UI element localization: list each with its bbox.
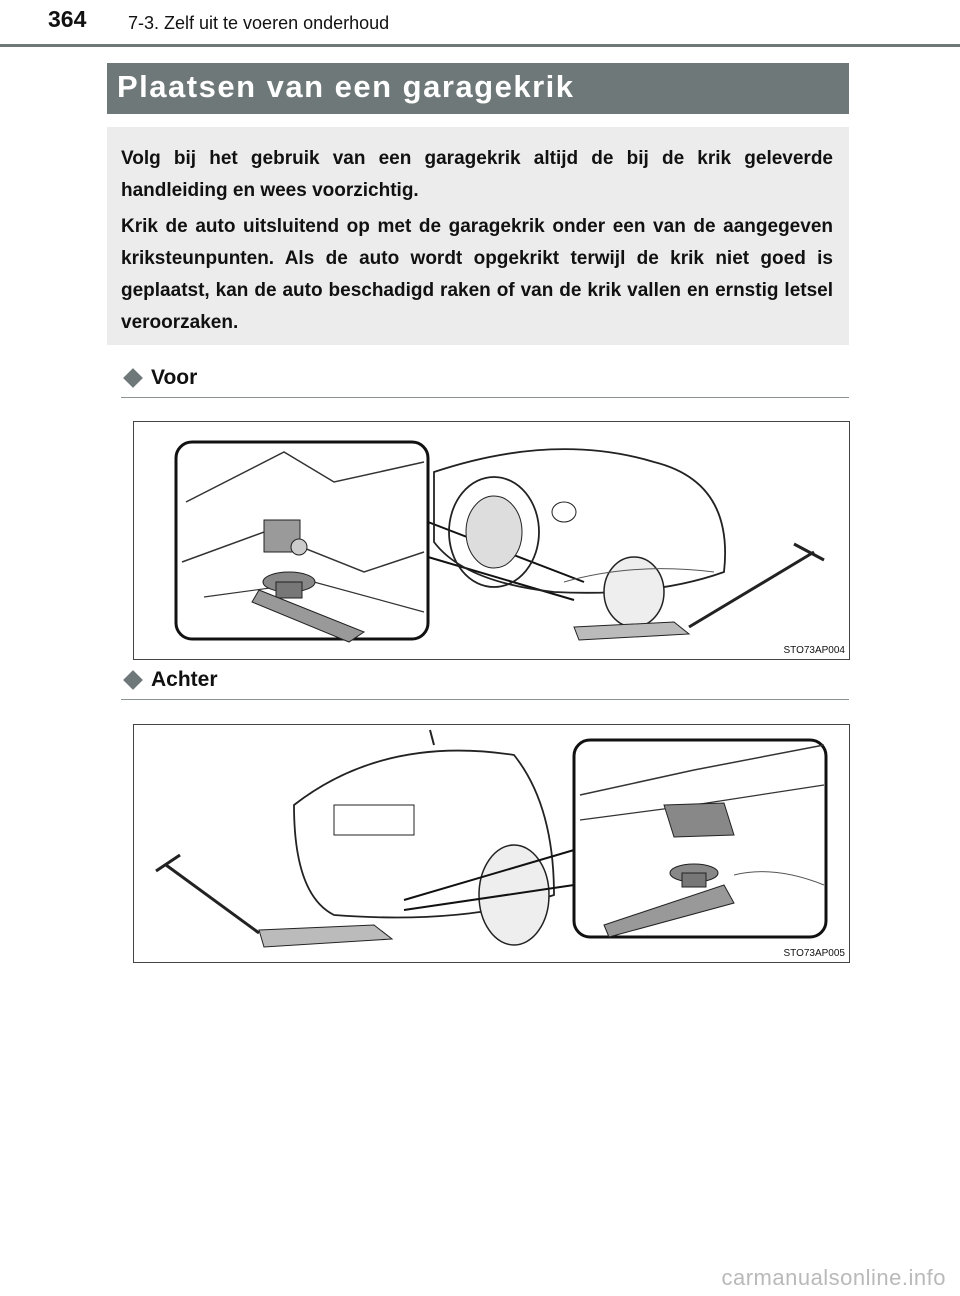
rear-jack-illustration bbox=[134, 725, 849, 962]
diamond-bullet-icon bbox=[123, 670, 143, 690]
section-heading-front-label: Voor bbox=[151, 366, 198, 389]
running-header: 7-3. Zelf uit te voeren onderhoud bbox=[128, 13, 390, 33]
page-title: Plaatsen van een garagekrik bbox=[117, 69, 575, 104]
figure-rear-jack-point bbox=[133, 724, 850, 963]
figure-front-jack-point bbox=[133, 421, 850, 660]
watermark: carmanualsonline.info bbox=[721, 1265, 946, 1290]
section-heading-front bbox=[123, 366, 197, 390]
section-heading-rear-label: Achter bbox=[151, 668, 218, 691]
figure-code-front: STO73AP004 bbox=[783, 645, 845, 656]
section-rule-rear bbox=[121, 699, 849, 700]
caution-paragraph-1: Volg bij het gebruik van een garagekrik altijd de bij de krik geleverde handleiding en wees voorzichtig. bbox=[121, 148, 833, 201]
front-jack-illustration bbox=[134, 422, 849, 659]
section-heading-rear bbox=[123, 668, 218, 692]
page-number: 364 bbox=[48, 6, 87, 32]
section-rule-front bbox=[121, 397, 849, 398]
header-rule bbox=[0, 44, 960, 47]
figure-code-rear: STO73AP005 bbox=[783, 948, 845, 959]
diamond-bullet-icon bbox=[123, 368, 143, 388]
caution-box bbox=[107, 127, 849, 345]
title-banner bbox=[107, 63, 849, 114]
caution-paragraph-2: Krik de auto uitsluitend op met de garagekrik onder een van de aangegeven kriksteunpunten. Als de auto wordt opgekrikt terwijl de krik niet goed is geplaatst, kan de auto beschadigd raken of van de krik vallen en ernstig letsel veroorzaken. bbox=[121, 216, 833, 333]
